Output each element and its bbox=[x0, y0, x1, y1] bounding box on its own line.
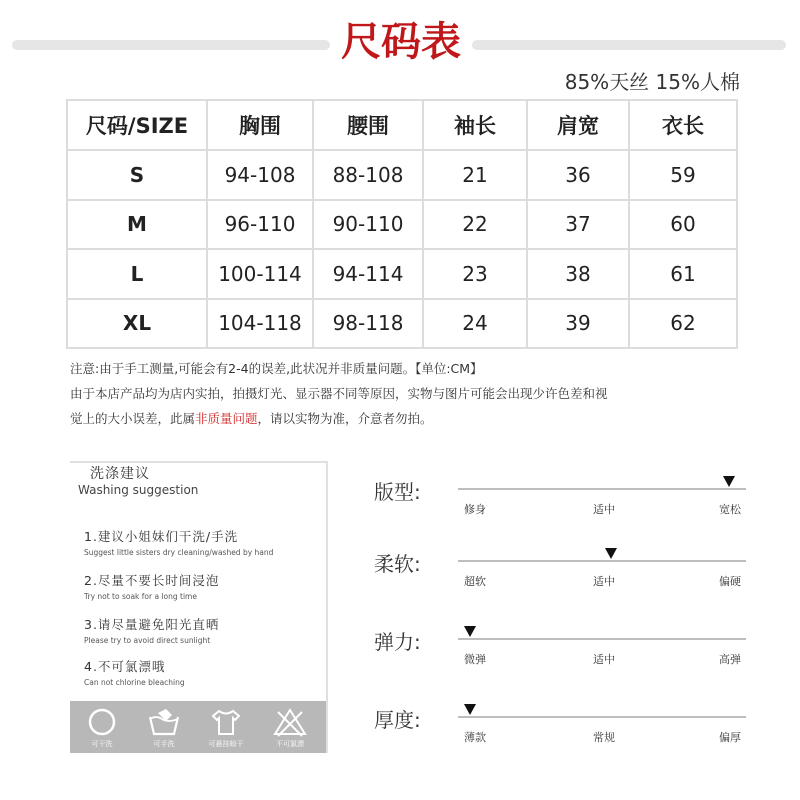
material-composition: 85%天丝 15%人棉 bbox=[564, 70, 740, 94]
attribute-scale-line bbox=[458, 488, 746, 490]
table-cell: 59 bbox=[629, 150, 737, 200]
attribute-marker bbox=[464, 626, 476, 637]
attribute-thickness bbox=[374, 704, 754, 764]
washing-item-en: Try not to soak for a long time bbox=[84, 592, 197, 601]
note-line: 由于本店产品均为店内实拍，拍摄灯光、显示器不同等原因，实物与图片可能会出现少许色差和视 bbox=[70, 386, 608, 401]
table-cell: 38 bbox=[527, 249, 629, 299]
no-bleach-icon bbox=[260, 703, 320, 753]
table-cell: 23 bbox=[423, 249, 527, 299]
attribute-scale-line bbox=[458, 638, 746, 640]
table-cell: 22 bbox=[423, 200, 527, 250]
table-cell: 21 bbox=[423, 150, 527, 200]
attribute-option: 微弹 bbox=[464, 653, 486, 666]
table-cell: 88-108 bbox=[313, 150, 423, 200]
attribute-elasticity bbox=[374, 626, 754, 686]
washing-item bbox=[84, 571, 219, 601]
washing-item bbox=[84, 657, 185, 687]
table-row bbox=[67, 200, 737, 250]
washing-item bbox=[84, 527, 273, 557]
hang-dry-icon bbox=[196, 703, 256, 753]
washing-title: 洗涤建议 bbox=[90, 466, 150, 482]
table-cell: 98-118 bbox=[313, 299, 423, 349]
page-title: 尺码表 bbox=[341, 19, 461, 65]
washing-item-zh: 4.不可氯漂哦 bbox=[84, 659, 166, 674]
table-cell: 24 bbox=[423, 299, 527, 349]
table-cell: 100-114 bbox=[207, 249, 313, 299]
attribute-label: 弹力: bbox=[374, 630, 421, 654]
attribute-option: 薄款 bbox=[464, 731, 486, 744]
attribute-option: 适中 bbox=[593, 653, 615, 666]
column-header: 尺码/SIZE bbox=[67, 100, 207, 150]
size-cell: L bbox=[67, 249, 207, 299]
column-header: 袖长 bbox=[423, 100, 527, 150]
attribute-option: 适中 bbox=[593, 503, 615, 516]
notes bbox=[70, 356, 608, 431]
attribute-option: 适中 bbox=[593, 575, 615, 588]
attribute-scale-line bbox=[458, 716, 746, 718]
care-caption: 可悬挂晾干 bbox=[208, 740, 244, 748]
care-caption: 可手洗 bbox=[153, 740, 175, 748]
attribute-option: 偏硬 bbox=[719, 575, 741, 588]
table-row bbox=[67, 299, 737, 349]
table-cell: 104-118 bbox=[207, 299, 313, 349]
size-table bbox=[66, 99, 738, 349]
table-row bbox=[67, 249, 737, 299]
table-header-row bbox=[67, 100, 737, 150]
table-cell: 62 bbox=[629, 299, 737, 349]
washing-item-zh: 1.建议小姐妹们干洗/手洗 bbox=[84, 529, 239, 544]
attribute-option: 偏厚 bbox=[719, 731, 741, 744]
note-line: 注意:由于手工测量,可能会有2-4的误差,此状况并非质量问题。【单位:CM】 bbox=[70, 361, 483, 376]
column-header: 衣长 bbox=[629, 100, 737, 150]
attribute-label: 版型: bbox=[374, 480, 421, 504]
attribute-softness bbox=[374, 548, 754, 608]
attribute-option: 超软 bbox=[464, 575, 486, 588]
note-text: 觉上的大小误差，此属 bbox=[70, 411, 196, 426]
care-caption: 不可氯漂 bbox=[276, 740, 304, 748]
attribute-scale-line bbox=[458, 560, 746, 562]
attribute-marker bbox=[464, 704, 476, 715]
care-caption: 可干洗 bbox=[91, 740, 113, 748]
washing-item-en: Please try to avoid direct sunlight bbox=[84, 636, 211, 645]
table-cell: 36 bbox=[527, 150, 629, 200]
table-cell: 61 bbox=[629, 249, 737, 299]
washing-item-zh: 3.请尽量避免阳光直晒 bbox=[84, 617, 220, 632]
washing-panel bbox=[70, 461, 328, 753]
note-highlight: 非质量问题 bbox=[195, 411, 258, 426]
attribute-label: 柔软: bbox=[374, 552, 421, 576]
header-divider-left bbox=[12, 40, 330, 50]
size-cell: M bbox=[67, 200, 207, 250]
washing-item-en: Can not chlorine bleaching bbox=[84, 678, 185, 687]
dry-clean-icon bbox=[72, 703, 132, 753]
hand-wash-icon bbox=[134, 703, 194, 753]
attribute-option: 修身 bbox=[464, 503, 486, 516]
table-cell: 94-114 bbox=[313, 249, 423, 299]
note-text: ，请以实物为准，介意者勿拍。 bbox=[257, 411, 433, 426]
table-cell: 37 bbox=[527, 200, 629, 250]
washing-item-zh: 2.尽量不要长时间浸泡 bbox=[84, 573, 220, 588]
attribute-fit bbox=[374, 476, 754, 536]
attribute-option: 宽松 bbox=[719, 503, 741, 516]
washing-item bbox=[84, 615, 219, 645]
attribute-label: 厚度: bbox=[374, 708, 421, 732]
header-divider-right bbox=[472, 40, 786, 50]
note-line bbox=[70, 406, 608, 431]
column-header: 胸围 bbox=[207, 100, 313, 150]
column-header: 肩宽 bbox=[527, 100, 629, 150]
attribute-option: 常规 bbox=[593, 731, 615, 744]
attribute-marker bbox=[723, 476, 735, 487]
attribute-option: 高弹 bbox=[719, 653, 741, 666]
attribute-marker bbox=[605, 548, 617, 559]
size-cell: XL bbox=[67, 299, 207, 349]
table-row bbox=[67, 150, 737, 200]
size-cell: S bbox=[67, 150, 207, 200]
column-header: 腰围 bbox=[313, 100, 423, 150]
table-cell: 94-108 bbox=[207, 150, 313, 200]
care-icon-bar bbox=[70, 701, 326, 753]
table-cell: 90-110 bbox=[313, 200, 423, 250]
table-cell: 96-110 bbox=[207, 200, 313, 250]
table-cell: 39 bbox=[527, 299, 629, 349]
washing-subtitle: Washing suggestion bbox=[78, 483, 199, 497]
table-cell: 60 bbox=[629, 200, 737, 250]
washing-item-en: Suggest little sisters dry cleaning/washed by hand bbox=[84, 548, 274, 557]
